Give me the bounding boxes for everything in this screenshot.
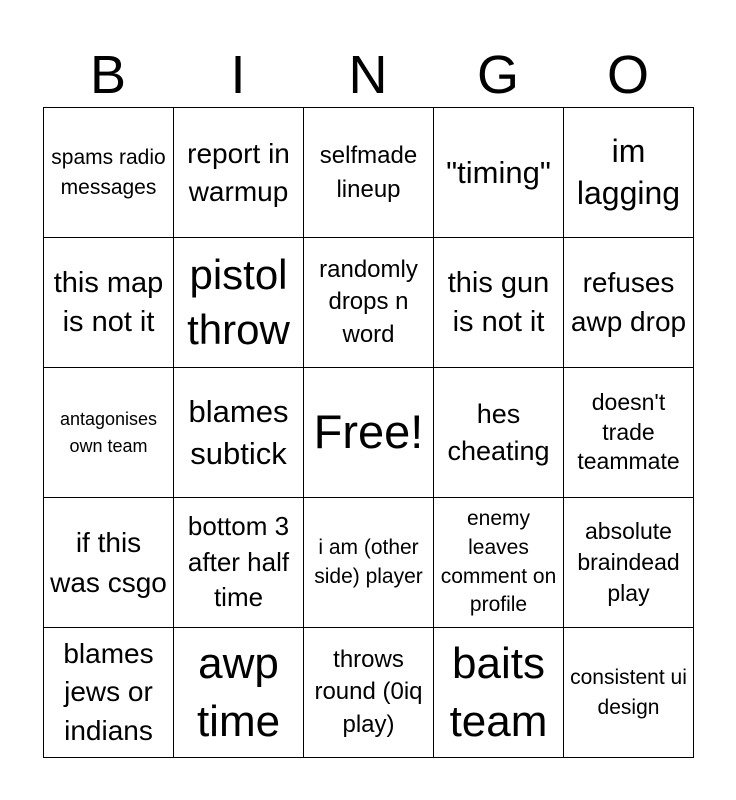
bingo-cell[interactable] [304,238,434,368]
bingo-cell-text: awp time [196,639,281,746]
bingo-cell[interactable] [304,368,434,498]
bingo-cell-text: antagonises own team [59,409,158,456]
bingo-cell-text: this gun is not it [447,266,550,338]
bingo-cell[interactable] [174,108,304,238]
bingo-cell[interactable] [434,628,564,758]
bingo-cell[interactable] [434,238,564,368]
bingo-cell[interactable] [174,628,304,758]
bingo-cell-text: enemy leaves comment on profile [440,507,557,617]
bingo-cell[interactable] [434,498,564,628]
bingo-cell[interactable] [44,498,174,628]
bingo-cell-text: Free! [313,405,424,459]
header-letter-g: G [476,45,519,105]
bingo-cell[interactable] [44,368,174,498]
header-letter-o: O [606,45,649,105]
bingo-cell-text: throws round (0iq play) [314,645,423,738]
bingo-cell[interactable] [304,628,434,758]
bingo-cell-text: refuses awp drop [570,266,687,337]
bingo-cell[interactable] [304,498,434,628]
bingo-cell[interactable] [564,498,694,628]
bingo-cell-text: this map is not it [53,266,164,338]
bingo-cell-text: blames jews or indians [63,637,154,746]
bingo-cell-text: blames subtick [188,394,289,471]
bingo-cell[interactable] [564,628,694,758]
bingo-cell[interactable] [174,498,304,628]
header-letter-n: N [348,45,388,105]
header-letter-b: B [89,45,127,105]
bingo-cell-text: hes cheating [447,399,550,466]
bingo-cell-text: spams radio messages [51,146,166,199]
bingo-header [43,44,693,106]
bingo-cell-text: consistent ui design [570,666,687,719]
bingo-cell[interactable] [44,108,174,238]
bingo-cell[interactable] [564,368,694,498]
bingo-cell-text: selfmade lineup [319,141,418,203]
bingo-cell[interactable] [44,238,174,368]
bingo-cell[interactable] [174,238,304,368]
bingo-cell-text: i am (other side) player [314,535,423,588]
bingo-cell-text: doesn't trade teammate [577,388,680,475]
bingo-cell-text: randomly drops n word [319,255,418,348]
bingo-cell-text: absolute braindead play [577,517,680,607]
bingo-cell-text: pistol throw [187,250,290,353]
bingo-cell[interactable] [434,368,564,498]
bingo-cell-text: baits team [449,639,548,746]
bingo-cell-text: report in warmup [187,137,290,207]
bingo-cell-text: "timing" [446,154,551,190]
bingo-cell-text: im lagging [576,132,681,211]
header-letter-i: I [230,45,246,105]
bingo-board [43,107,694,758]
bingo-cell-text: bottom 3 after half time [187,510,290,613]
bingo-cell[interactable] [564,108,694,238]
bingo-cell[interactable] [44,628,174,758]
bingo-cell[interactable] [174,368,304,498]
bingo-cell[interactable] [304,108,434,238]
bingo-cell[interactable] [564,238,694,368]
bingo-cell-text: if this was csgo [50,527,167,598]
bingo-cell[interactable] [434,108,564,238]
